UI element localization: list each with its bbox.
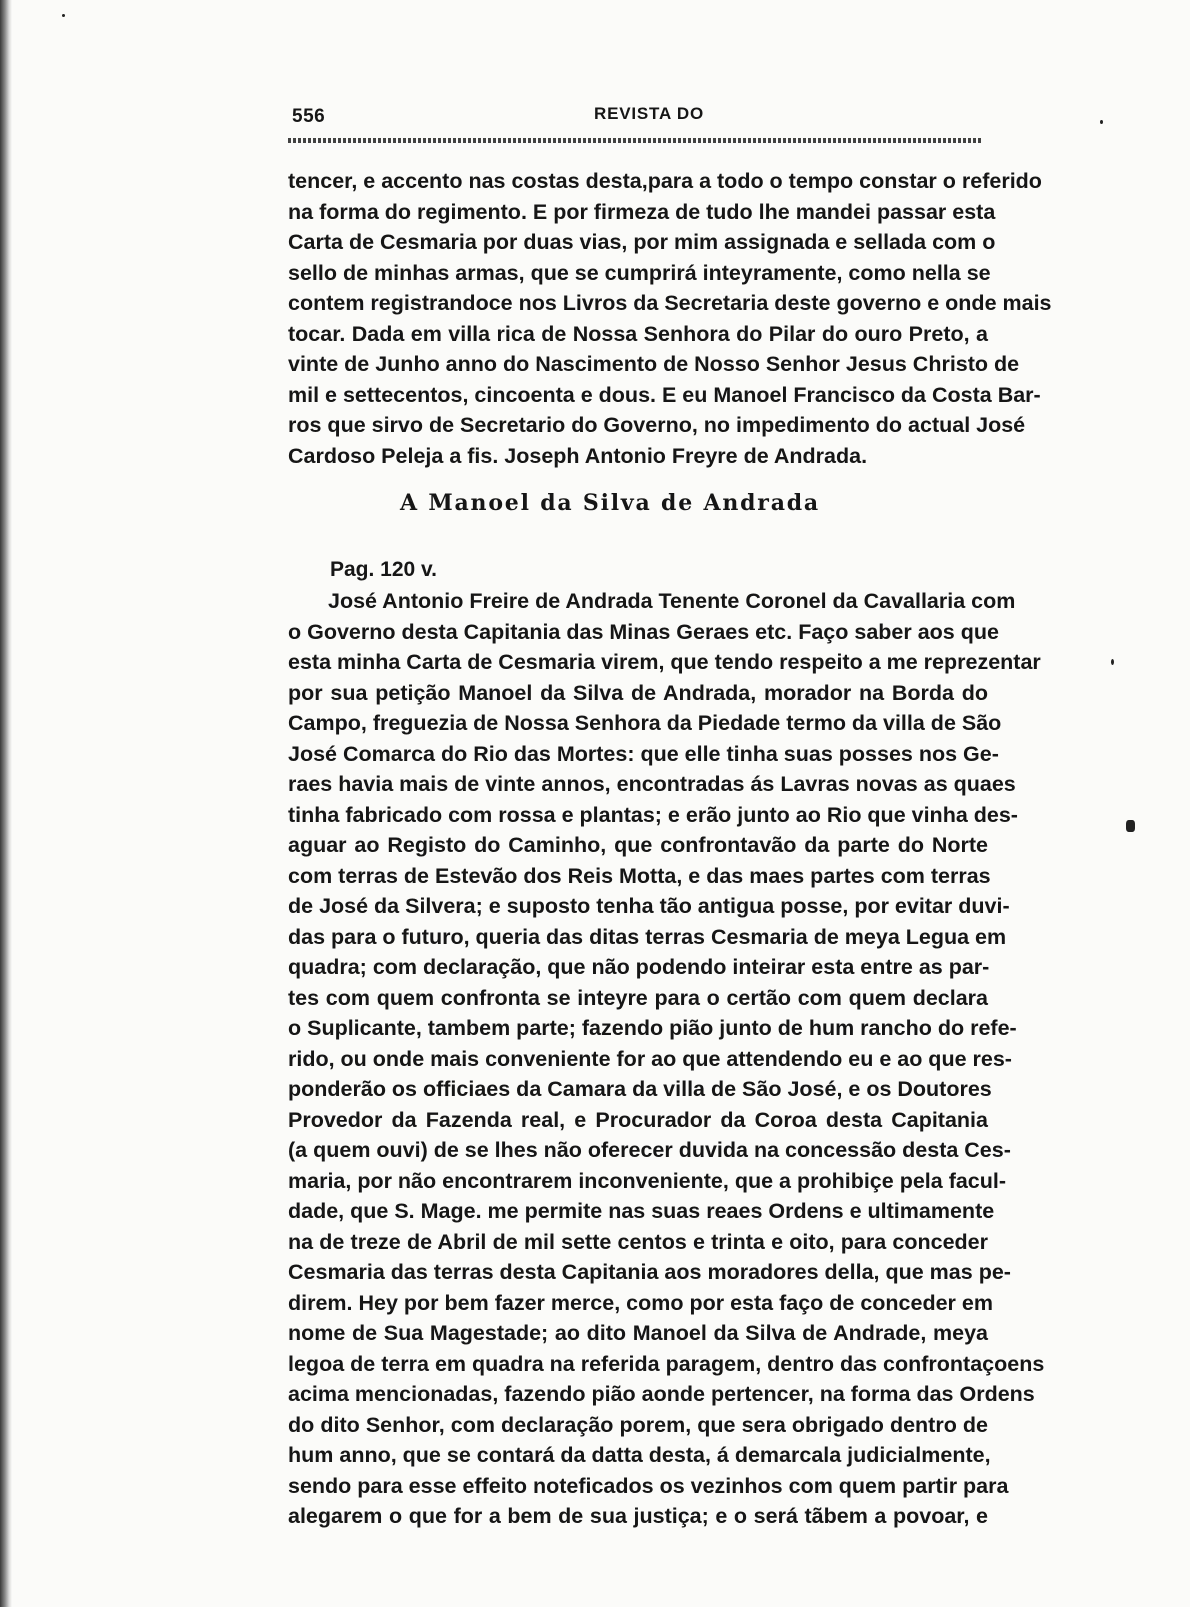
text-line: rido, ou onde mais conveniente for ao que attendendo eu e ao que res- xyxy=(288,1046,1012,1071)
text-line: por sua petição Manoel da Silva de Andrada, morador na Borda do xyxy=(288,680,988,705)
text-line: quadra; com declaração, que não podendo inteirar esta entre as par- xyxy=(288,955,990,979)
text-line: na forma do regimento. E por firmeza de tudo lhe mandei passar esta xyxy=(288,199,996,224)
text-line: o Governo desta Capitania das Minas Geraes etc. Faço saber aos que xyxy=(288,619,999,644)
text-line: Cesmaria das terras desta Capitania aos moradores della, que mas pe- xyxy=(288,1260,1011,1284)
text-line: (a quem ouvi) de se lhes não oferecer duvida na concessão desta Ces- xyxy=(288,1138,1011,1162)
scan-speck xyxy=(1100,120,1103,124)
page-number: 556 xyxy=(292,106,326,127)
text-line: com terras de Estevão dos Reis Motta, e das maes partes com terras xyxy=(288,863,991,888)
scan-speck xyxy=(1111,659,1114,665)
text-line: Provedor da Fazenda real, e Procurador da Coroa desta Capitania xyxy=(288,1107,988,1132)
running-title: REVISTA DO xyxy=(594,104,705,123)
text-line: alegarem o que for a bem de sua justiça; e o será tãbem a povoar, e xyxy=(288,1504,988,1528)
section-heading: A Manoel da Silva de Andrada xyxy=(400,490,820,516)
text-line: de José da Silvera; e suposto tenha tão antigua posse, por evitar duvi- xyxy=(288,894,1010,918)
text-line: Carta de Cesmaria por duas vias, por mim assignada e sellada com o xyxy=(288,230,996,254)
text-line: maria, por não encontrarem inconveniente, que a prohibiçe pela facul- xyxy=(288,1168,1007,1193)
page-binding-edge xyxy=(0,0,12,1607)
text-line: legoa de terra em quadra na referida paragem, dentro das confrontaçoens xyxy=(288,1351,1045,1376)
text-line: acima mencionadas, fazendo pião aonde pertencer, na forma das Ordens xyxy=(288,1382,1035,1406)
text-line: dade, que S. Mage. me permite nas suas reaes Ordens e ultimamente xyxy=(288,1199,995,1223)
text-line: José Comarca do Rio das Mortes: que elle tinha suas posses nos Ge- xyxy=(288,741,999,766)
text-line: sello de minhas armas, que se cumprirá inteyramente, como nella se xyxy=(288,260,991,285)
text-line: hum anno, que se contará da datta desta, á demarcala judicialmente, xyxy=(288,1443,991,1467)
text-line: contem registrandoce nos Livros da Secretaria deste governo e onde mais xyxy=(288,291,1052,315)
text-line: das para o futuro, queria das ditas terras Cesmaria de meya Legua em xyxy=(288,924,1007,949)
text-line: o Suplicante, tambem parte; fazendo pião junto de hum rancho do refe- xyxy=(288,1016,1017,1040)
text-line: mil e settecentos, cincoenta e dous. E eu Manoel Francisco da Costa Bar- xyxy=(288,382,1041,407)
text-line: direm. Hey por bem fazer merce, como por esta faço de conceder em xyxy=(288,1290,993,1315)
paragraph-1 xyxy=(288,166,1052,471)
text-line: na de treze de Abril de mil sette centos e trinta e oito, para conceder xyxy=(288,1229,988,1254)
text-line: vinte de Junho anno do Nascimento de Nosso Senhor Jesus Christo de xyxy=(288,352,1020,376)
text-line: sendo para esse effeito noteficados os vezinhos com quem partir para xyxy=(288,1473,1009,1498)
page-reference: Pag. 120 v. xyxy=(330,558,438,581)
scan-speck xyxy=(1126,820,1135,832)
text-line: raes havia mais de vinte annos, encontradas ás Lavras novas as quaes xyxy=(288,772,1016,796)
paragraph-2 xyxy=(288,586,1045,1532)
text-line: Campo, freguezia de Nossa Senhora da Piedade termo da villa de São xyxy=(288,711,1002,735)
text-line: aguar ao Registo do Caminho, que confrontavão da parte do Norte xyxy=(288,833,988,857)
text-line: José Antonio Freire de Andrada Tenente Coronel da Cavallaria com xyxy=(328,589,1016,613)
running-head xyxy=(288,100,1000,130)
text-line: Cardoso Peleja a fis. Joseph Antonio Freyre de Andrada. xyxy=(288,443,868,468)
text-line: esta minha Carta de Cesmaria virem, que tendo respeito a me reprezentar xyxy=(288,650,1041,674)
header-rule xyxy=(288,138,983,143)
text-line: ponderão os officiaes da Camara da villa de São José, e os Doutores xyxy=(288,1077,992,1101)
text-line: tes com quem confronta se inteyre para o certão com quem declara xyxy=(288,985,988,1010)
text-line: ros que sirvo de Secretario do Governo, no impedimento do actual José xyxy=(288,413,1026,437)
book-page xyxy=(288,100,1052,1528)
text-line: do dito Senhor, com declaração porem, que sera obrigado dentro de xyxy=(288,1412,988,1437)
text-line: tinha fabricado com rossa e plantas; e erão junto ao Rio que vinha des- xyxy=(288,802,1018,827)
text-line: nome de Sua Magestade; ao dito Manoel da Silva de Andrade, meya xyxy=(288,1321,988,1345)
text-line: tencer, e accento nas costas desta,para a todo o tempo constar o referido xyxy=(288,169,1042,193)
scan-speck xyxy=(62,14,65,17)
text-line: tocar. Dada em villa rica de Nossa Senhora do Pilar do ouro Preto, a xyxy=(288,321,988,346)
